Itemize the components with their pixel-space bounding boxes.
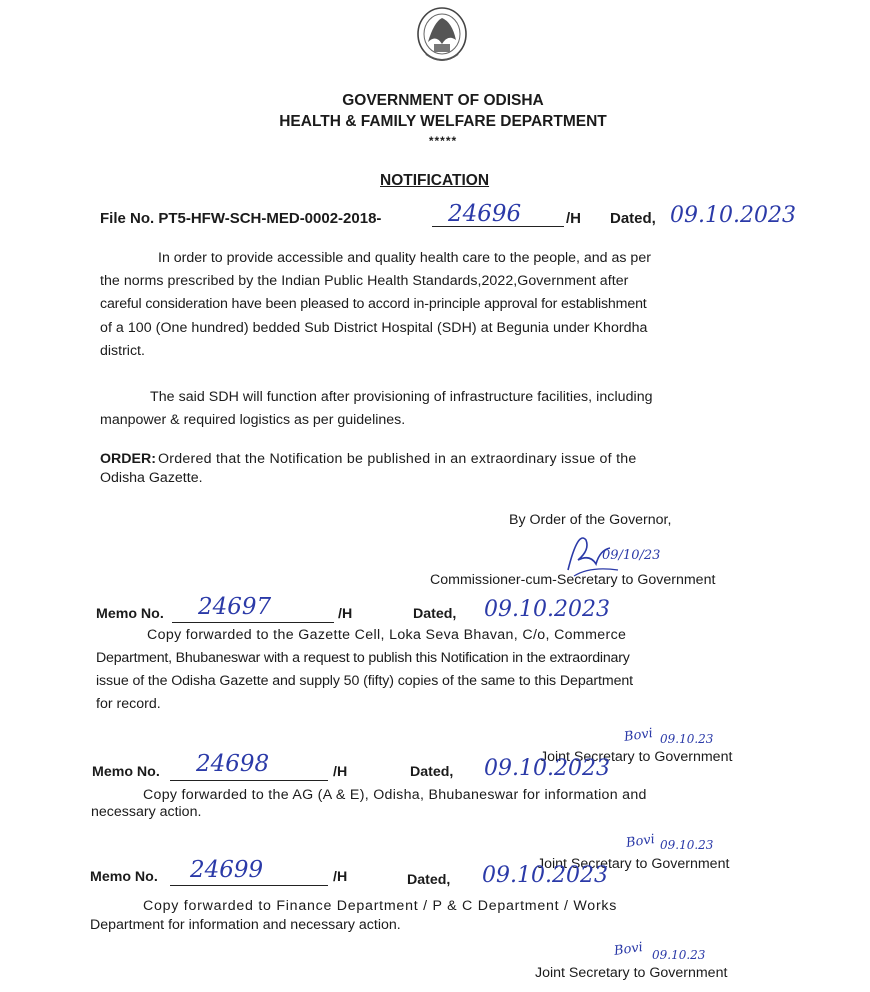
commissioner-signatory: Commissioner-cum-Secretary to Government (430, 572, 716, 588)
file-dated-label: Dated, (610, 210, 656, 227)
department-title: HEALTH & FAMILY WELFARE DEPARTMENT (279, 113, 607, 130)
memo-sign-name: Bovi (613, 940, 644, 959)
memo-text-line: for record. (96, 696, 161, 712)
notification-title: NOTIFICATION (380, 172, 490, 189)
memo-suffix: /H (338, 606, 353, 622)
memo-sign-date: 09.10.23 (652, 948, 706, 962)
government-title: GOVERNMENT OF ODISHA (342, 92, 544, 109)
memo-sign-date: 09.10.23 (660, 838, 714, 852)
file-number-label: File No. PT5-HFW-SCH-MED-0002-2018- (100, 210, 382, 227)
memo-number-handwritten: 24697 (198, 594, 272, 620)
order-label: ORDER: (100, 451, 156, 467)
file-date-handwritten: 09.10.2023 (670, 203, 796, 228)
memo-number-underline (170, 885, 328, 886)
memo-suffix: /H (333, 869, 348, 885)
para1-line: careful consideration have been pleased to accord in-principle approval for establishment (100, 296, 647, 312)
commissioner-sign-date: 09/10/23 (602, 548, 661, 563)
memo-label: Memo No. (96, 606, 164, 622)
memo-dated-label: Dated, (410, 764, 454, 780)
memo-number-handwritten: 24698 (196, 751, 270, 777)
memo-suffix: /H (333, 764, 348, 780)
memo-dated-label: Dated, (407, 872, 451, 888)
memo-text-line: Copy forwarded to the Gazette Cell, Loka Seva Bhavan, C/o, Commerce (147, 627, 627, 643)
memo-sign-name: Bovi (623, 726, 654, 745)
memo-text-line: Copy forwarded to Finance Department / P & C Department / Works (143, 898, 618, 914)
memo-text-line: Department, Bhubaneswar with a request to publish this Notification in the extraordinary (96, 650, 630, 666)
order-line: Ordered that the Notification be published in an extraordinary issue of the (158, 451, 637, 467)
para1-line: district. (100, 343, 145, 359)
file-number-underline (432, 226, 564, 227)
memo-text-line: Department for information and necessary action. (90, 917, 401, 933)
para1-line: the norms prescribed by the Indian Public Health Standards,2022,Government after (100, 273, 629, 289)
by-order-text: By Order of the Governor, (509, 512, 672, 528)
file-number-handwritten: 24696 (448, 201, 522, 227)
memo-sign-date: 09.10.23 (660, 732, 714, 746)
para1-line: In order to provide accessible and quality health care to the people, and as per (158, 250, 651, 266)
order-line: Odisha Gazette. (100, 470, 203, 486)
memo-text-line: issue of the Odisha Gazette and supply 50 (fifty) copies of the same to this Department (96, 673, 634, 689)
memo-signatory: Joint Secretary to Government (537, 856, 730, 872)
file-number-suffix: /H (566, 210, 581, 227)
memo-label: Memo No. (92, 764, 160, 780)
memo-text-line: Copy forwarded to the AG (A & E), Odisha, Bhubaneswar for information and (143, 787, 647, 803)
header-stars: ***** (428, 134, 458, 148)
memo-signatory: Joint Secretary to Government (540, 749, 733, 765)
memo-date-handwritten: 09.10.2023 (484, 756, 610, 781)
memo-sign-name: Bovi (625, 832, 656, 851)
memo-text-line: necessary action. (91, 804, 202, 820)
memo-number-underline (170, 780, 328, 781)
state-emblem-icon (412, 4, 472, 70)
memo-number-underline (172, 622, 334, 623)
memo-date-handwritten: 09.10.2023 (484, 597, 610, 622)
memo-number-handwritten: 24699 (190, 857, 264, 883)
memo-date-handwritten: 09.10.2023 (482, 863, 608, 888)
memo-label: Memo No. (90, 869, 158, 885)
para1-line: of a 100 (One hundred) bedded Sub District Hospital (SDH) at Begunia under Khordha (100, 320, 648, 336)
para2-line: manpower & required logistics as per guidelines. (100, 412, 406, 428)
memo-dated-label: Dated, (413, 606, 457, 622)
memo-signatory: Joint Secretary to Government (535, 965, 728, 981)
para2-line: The said SDH will function after provisioning of infrastructure facilities, including (150, 389, 653, 405)
